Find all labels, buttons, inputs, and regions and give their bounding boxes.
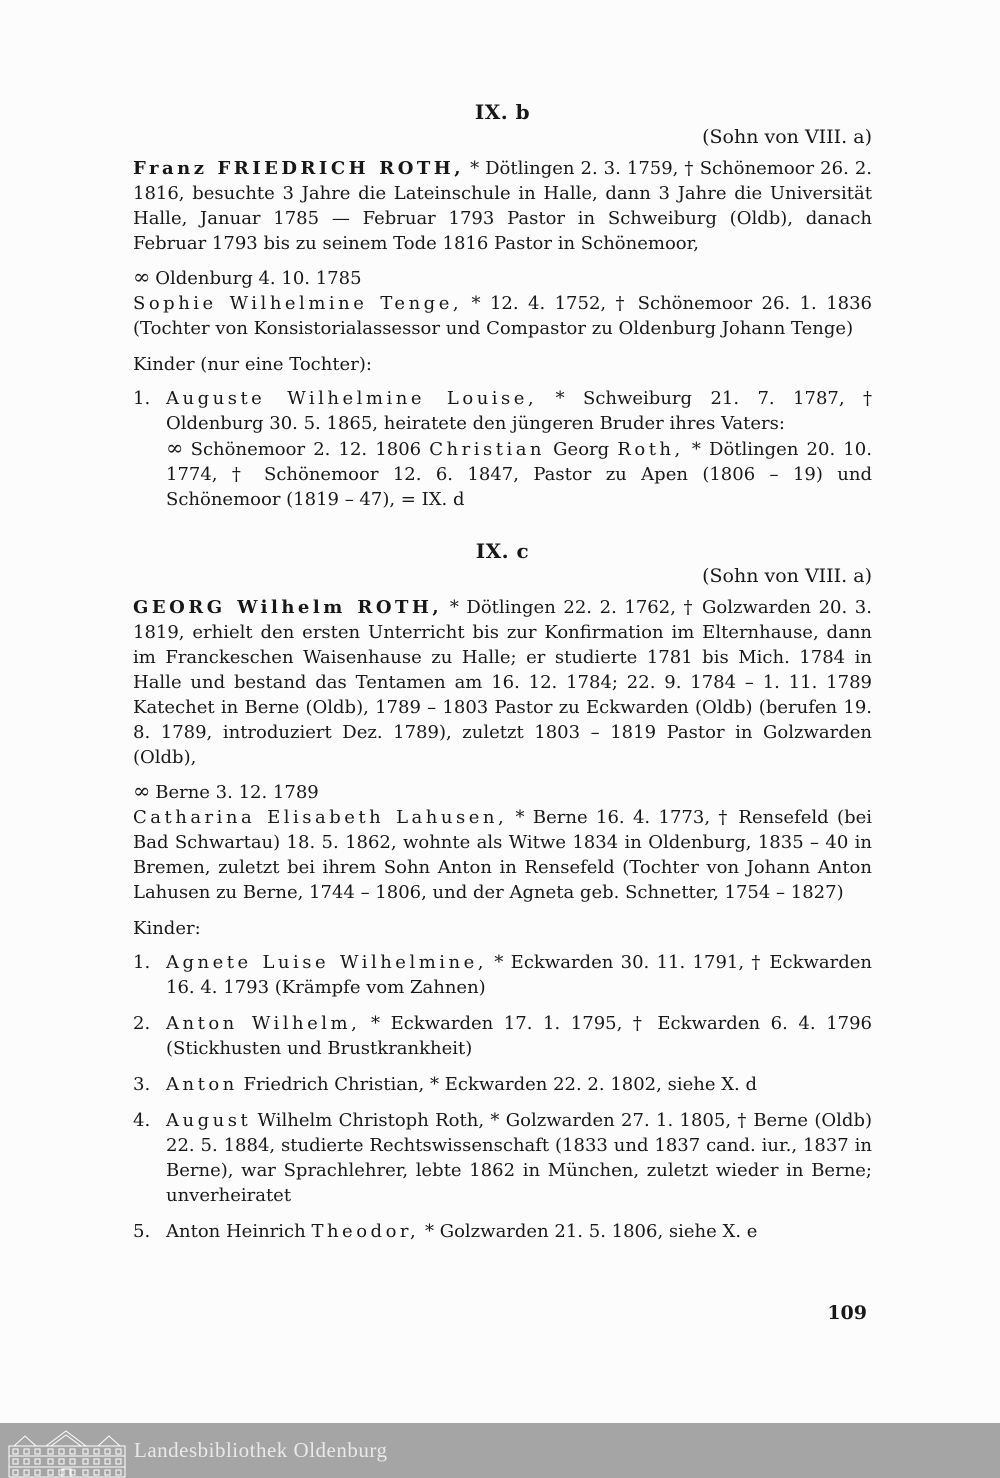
marriage-line xyxy=(133,265,872,291)
child-entry xyxy=(166,386,872,436)
child-entry xyxy=(166,1011,872,1061)
spouse-name: Sophie Wilhelmine Tenge, xyxy=(133,293,463,314)
child-name: Auguste Wilhelmine Louise, xyxy=(166,388,538,409)
child-details: Friedrich Christian, * Eckwarden 22. 2. 1802, siehe X. d xyxy=(243,1074,757,1095)
child-item xyxy=(133,1219,872,1244)
library-footer-bar xyxy=(0,1423,1000,1478)
marriage-place-date: Oldenburg 4. 10. 1785 xyxy=(155,268,362,289)
spouse-details: * Dötlingen 20. 10. 1774, † Schönemoor 12. 6. 1847, Pastor zu Apen (1806 – 19) und Schönemoor (1819 – 47), = IX. d xyxy=(166,439,872,510)
child-item xyxy=(133,386,872,512)
library-label: Landesbibliothek Oldenburg xyxy=(134,1438,388,1462)
marriage-icon: ∞ xyxy=(166,436,183,460)
child-number: 5. xyxy=(133,1221,151,1242)
child-number: 1. xyxy=(133,388,151,409)
child-name: Anton xyxy=(166,1074,238,1095)
child-entry xyxy=(166,950,872,1000)
parent-reference: (Sohn von VIII. a) xyxy=(702,565,872,587)
parent-reference: (Sohn von VIII. a) xyxy=(702,126,872,148)
children-label: Kinder: xyxy=(133,918,201,939)
child-details: * Eckwarden 30. 11. 1791, † Eckwarden 16. 4. 1793 (Krämpfe vom Zahnen) xyxy=(166,952,872,998)
child-details: * Schweiburg 21. 7. 1787, † Oldenburg 30. 5. 1865, heiratete den jüngeren Bruder ihres Vaters: xyxy=(166,388,872,434)
spouse-entry xyxy=(133,291,872,341)
child-item xyxy=(133,1011,872,1061)
person-entry xyxy=(133,156,872,256)
person-entry xyxy=(133,595,872,770)
child-item xyxy=(133,1072,872,1097)
child-entry xyxy=(166,1108,872,1208)
marriage-place-date: Berne 3. 12. 1789 xyxy=(155,782,319,803)
child-item xyxy=(133,950,872,1000)
child-entry xyxy=(166,1072,872,1097)
child-name: August xyxy=(166,1110,252,1131)
section-ix-b xyxy=(133,99,872,512)
marriage-place-date: Schönemoor 2. 12. 1806 xyxy=(190,439,422,460)
child-details: * Eckwarden 17. 1. 1795, † Eckwarden 6. 4. 1796 (Stickhusten und Brustkrankheit) xyxy=(166,1013,873,1059)
child-number: 3. xyxy=(133,1074,151,1095)
child-number: 4. xyxy=(133,1110,151,1131)
child-details: Wilhelm Christoph Roth, * Golzwarden 27. 1. 1805, † Berne (Oldb) 22. 5. 1884, studierte Rechtswissenschaft (1833 und 1837 cand. iur., 1837 in Berne), war Sprachlehrer, lebte 1862 in München, zuletzt wieder in Berne; unverheiratet xyxy=(166,1110,872,1206)
child-number: 2. xyxy=(133,1013,151,1034)
person-name: Franz FRIEDRICH ROTH, xyxy=(133,158,465,179)
spouse-name: Catharina Elisabeth Lahusen, xyxy=(133,807,508,828)
spouse-name-part: Roth, xyxy=(617,439,684,460)
child-name: Agnete Luise Wilhelmine, xyxy=(166,952,487,973)
child-item xyxy=(133,1108,872,1208)
spouse-details: * 12. 4. 1752, † Schönemoor 26. 1. 1836 (Tochter von Konsistorialassessor und Compastor zu Oldenburg Johann Tenge) xyxy=(133,293,873,339)
marriage-line xyxy=(133,779,872,805)
spouse-name-part: Christian xyxy=(429,439,546,460)
section-ix-c xyxy=(133,538,872,1244)
person-details: * Dötlingen 22. 2. 1762, † Golzwarden 20. 3. 1819, erhielt den ersten Unterricht bis zur Konfirmation im Elternhause, dann im Franckeschen Waisenhause zu Halle; er studierte 1781 bis Mich. 1784 in Halle und bestand das Tentamen am 16. 12. 1784; 22. 9. 1784 – 1. 11. 1789 Katechet in Berne (Oldb), 1789 – 1803 Pastor zu Eckwarden (Oldb) (berufen 19. 8. 1789, introduziert Dez. 1789), zuletzt 1803 – 1819 Pastor in Golzwarden (Oldb), xyxy=(133,597,872,768)
child-number: 1. xyxy=(133,952,151,973)
section-heading: IX. b xyxy=(474,100,531,124)
page-number: 109 xyxy=(827,1302,867,1324)
marriage-icon: ∞ xyxy=(133,265,150,289)
child-name: Anton Wilhelm, xyxy=(166,1013,361,1034)
library-building-icon xyxy=(8,1428,126,1478)
marriage-icon: ∞ xyxy=(133,779,150,803)
person-name: GEORG Wilhelm ROTH, xyxy=(133,597,443,618)
children-label: Kinder (nur eine Tochter): xyxy=(133,354,372,375)
spouse-details: * Berne 16. 4. 1773, † Rensefeld (bei Bad Schwartau) 18. 5. 1862, wohnte als Witwe 1834 in Oldenburg, 1835 – 40 in Bremen, zuletzt bei ihrem Sohn Anton in Rensefeld (Tochter von Johann Anton Lahusen zu Berne, 1744 – 1806, und der Agneta geb. Schnetter, 1754 – 1827) xyxy=(133,807,872,903)
scanned-page-content xyxy=(133,99,872,1244)
child-entry xyxy=(166,1219,872,1244)
child-details: * Golzwarden 21. 5. 1806, siehe X. e xyxy=(424,1221,758,1242)
spouse-entry xyxy=(133,805,872,905)
child-marriage-line xyxy=(166,436,872,512)
child-name-pre: Anton Heinrich xyxy=(166,1221,306,1242)
spouse-name-middle: Georg xyxy=(553,439,610,460)
person-details: * Dötlingen 2. 3. 1759, † Schönemoor 26. 2. 1816, besuchte 3 Jahre die Lateinschule in Halle, dann 3 Jahre die Universität Halle, Januar 1785 — Februar 1793 Pastor in Schweiburg (Oldb), danach Februar 1793 bis zu seinem Tode 1816 Pastor in Schönemoor, xyxy=(133,158,872,254)
child-name: Theodor, xyxy=(311,1221,420,1242)
section-heading: IX. c xyxy=(475,539,530,563)
